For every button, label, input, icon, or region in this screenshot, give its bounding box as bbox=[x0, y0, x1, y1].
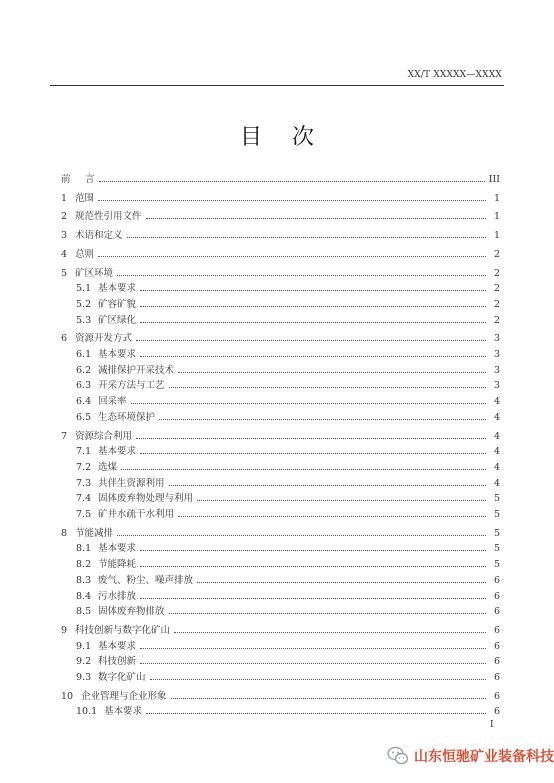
toc-entry-label: 减排保护开采技术 bbox=[98, 364, 175, 376]
toc-entry-label: 企业管理与企业形象 bbox=[81, 690, 167, 702]
toc-entry-number: 8 bbox=[61, 527, 68, 539]
watermark-text: 山东恒驰矿业装备科技 bbox=[414, 749, 554, 765]
toc-entry-label: 回采率 bbox=[98, 396, 127, 408]
toc-entry-number: 7.3 bbox=[76, 477, 92, 489]
toc-entry-page: 3 bbox=[493, 364, 500, 376]
toc-entry-page: 6 bbox=[493, 574, 500, 586]
toc-entry-page: 6 bbox=[493, 672, 500, 683]
toc-entry-number: 7.4 bbox=[76, 493, 92, 505]
toc-entry-number: 7.2 bbox=[76, 461, 92, 473]
toc-leader-dots bbox=[127, 237, 486, 238]
toc-leader-dots bbox=[140, 648, 486, 649]
toc-entry-page: 2 bbox=[493, 248, 500, 260]
toc-entry-page: 6 bbox=[493, 640, 500, 652]
toc-entry bbox=[76, 344, 500, 360]
toc-entry-number: 9 bbox=[61, 624, 68, 636]
toc-entry bbox=[76, 504, 500, 520]
toc-entry-page: 4 bbox=[493, 477, 500, 489]
toc-leader-dots bbox=[174, 632, 486, 633]
toc-entry-number: 3 bbox=[61, 230, 68, 242]
toc-entry-page: 4 bbox=[493, 430, 500, 442]
toc-leader-dots bbox=[131, 403, 486, 404]
toc-leader-dots bbox=[150, 679, 486, 680]
toc-entry-number: 5.3 bbox=[76, 314, 92, 326]
toc-entry-label: 节能减排 bbox=[75, 527, 114, 539]
toc-entry-page: 1 bbox=[493, 192, 500, 204]
toc-entry-label: 基本要求 bbox=[98, 543, 137, 555]
toc-entry-label: 污水排放 bbox=[98, 590, 137, 602]
toc-entry-number: 2 bbox=[61, 211, 68, 223]
toc-leader-dots bbox=[140, 453, 486, 454]
toc-leader-dots bbox=[178, 372, 486, 373]
toc-entry-page: 6 bbox=[493, 606, 500, 618]
page-folio: I bbox=[490, 720, 494, 730]
toc-entry-page: 5 bbox=[493, 493, 500, 505]
toc-leader-dots bbox=[140, 356, 486, 357]
toc-entry-page: 3 bbox=[493, 380, 500, 392]
toc-entry-label: 基本要求 bbox=[98, 640, 137, 652]
toc-entry-page: 6 bbox=[493, 590, 500, 602]
toc-entry-label: 规范性引用文件 bbox=[75, 211, 142, 223]
toc-entry-number: 6.1 bbox=[76, 349, 92, 360]
toc-leader-dots bbox=[99, 181, 485, 182]
toc-entry bbox=[76, 473, 500, 489]
toc-entry-page: 2 bbox=[493, 283, 500, 295]
toc-entry-label: 共伴生资源利用 bbox=[98, 477, 165, 489]
header-rule bbox=[50, 85, 504, 86]
toc-entry-number: 5.2 bbox=[76, 298, 92, 310]
toc-leader-dots bbox=[117, 535, 486, 536]
toc-entry-label: 基本要求 bbox=[98, 446, 137, 458]
toc-leader-dots bbox=[136, 340, 486, 341]
toc-entry-label: 言 bbox=[85, 174, 95, 185]
toc-entry-number: 10 bbox=[61, 690, 74, 702]
toc-entry-page: 5 bbox=[493, 559, 500, 571]
toc-entry-label: 废气、粉尘、噪声排放 bbox=[98, 574, 194, 586]
toc-entry-number: 7 bbox=[61, 430, 68, 442]
toc-entry-number: 7.5 bbox=[76, 509, 92, 520]
toc-entry-number: 9.3 bbox=[76, 672, 92, 683]
toc-entry bbox=[61, 620, 500, 636]
toc-leader-dots bbox=[117, 275, 486, 276]
watermark bbox=[386, 741, 554, 771]
toc-leader-dots bbox=[98, 256, 486, 257]
toc-entry-page: 1 bbox=[493, 211, 500, 223]
toc-entry bbox=[76, 457, 500, 473]
toc-entry-label: 开采方法与工艺 bbox=[98, 380, 165, 392]
toc-entry-label: 矿容矿貌 bbox=[98, 298, 137, 310]
toc-entry-label: 术语和定义 bbox=[75, 230, 123, 242]
toc-entry bbox=[76, 360, 500, 376]
toc-entry-page: 5 bbox=[493, 509, 500, 520]
toc-leader-dots bbox=[146, 218, 486, 219]
toc-entry-page: 6 bbox=[493, 624, 500, 636]
toc-entry bbox=[61, 686, 500, 702]
toc-entry-label: 矿区绿化 bbox=[98, 314, 137, 326]
toc-entry-number: 8.3 bbox=[76, 574, 92, 586]
toc-entry bbox=[61, 225, 500, 241]
toc-entry bbox=[76, 488, 500, 504]
toc-entry-label: 科技创新与数字化矿山 bbox=[75, 624, 171, 636]
toc-leader-dots bbox=[140, 322, 486, 323]
toc-entry bbox=[76, 601, 500, 617]
toc-entry bbox=[76, 278, 500, 294]
toc-entry-label: 节能降耗 bbox=[98, 559, 137, 571]
toc-entry bbox=[76, 651, 500, 667]
toc-entry bbox=[61, 206, 500, 222]
toc-entry-page: 4 bbox=[493, 446, 500, 458]
toc-entry-label: 科技创新 bbox=[98, 656, 137, 668]
toc-entry-number: 5 bbox=[61, 267, 68, 279]
toc-leader-dots bbox=[140, 598, 486, 599]
toc-entry-page: 3 bbox=[493, 349, 500, 360]
toc-entry bbox=[76, 701, 500, 717]
toc-leader-dots bbox=[98, 200, 486, 201]
toc-leader-dots bbox=[159, 419, 486, 420]
toc-leader-dots bbox=[140, 566, 486, 567]
toc-entry-number: 8.1 bbox=[76, 543, 92, 555]
toc-leader-dots bbox=[197, 582, 486, 583]
toc-entry bbox=[61, 328, 500, 344]
toc-entry-label: 基本要求 bbox=[98, 349, 137, 360]
toc-entry-number: 6.5 bbox=[76, 411, 92, 423]
toc-entry-label: 固体废弃物处理与利用 bbox=[98, 493, 194, 505]
toc-entry-page: 2 bbox=[493, 314, 500, 326]
toc-entry-page: 5 bbox=[493, 527, 500, 539]
toc-entry-label: 矿井水疏干水利用 bbox=[98, 509, 175, 520]
toc-entry bbox=[76, 441, 500, 457]
toc-leader-dots bbox=[140, 306, 486, 307]
toc-leader-dots bbox=[140, 290, 486, 291]
toc-entry-label: 基本要求 bbox=[98, 283, 137, 295]
wechat-icon bbox=[386, 744, 410, 768]
page-title: 目次 bbox=[239, 125, 344, 150]
toc-leader-dots bbox=[136, 438, 486, 439]
toc-entry-number: 7.1 bbox=[76, 446, 92, 458]
toc-entry bbox=[76, 375, 500, 391]
toc-entry bbox=[76, 586, 500, 602]
toc-entry-label: 生态环境保护 bbox=[98, 411, 156, 423]
toc-entry-number: 前 bbox=[61, 174, 71, 185]
toc-entry-number: 9.1 bbox=[76, 640, 92, 652]
toc-entry bbox=[61, 188, 500, 204]
toc-entry-label: 数字化矿山 bbox=[98, 672, 146, 683]
document-code: XX/T XXXXX—XXXX bbox=[407, 70, 502, 80]
toc-entry-label: 资源开发方式 bbox=[75, 333, 133, 345]
toc-leader-dots bbox=[140, 663, 486, 664]
toc-entry-page: 6 bbox=[493, 706, 500, 718]
toc-entry bbox=[76, 554, 500, 570]
toc-entry-page: 3 bbox=[493, 333, 500, 345]
toc-entry-number: 6.3 bbox=[76, 380, 92, 392]
toc-leader-dots bbox=[140, 550, 486, 551]
toc-entry-page: 6 bbox=[493, 690, 500, 702]
toc-entry bbox=[76, 667, 500, 683]
toc-entry bbox=[76, 636, 500, 652]
toc-entry-page: 1 bbox=[493, 230, 500, 242]
toc-entry-label: 固体废弃物排放 bbox=[98, 606, 165, 618]
toc-entry bbox=[61, 263, 500, 279]
toc-entry-number: 10.1 bbox=[76, 706, 98, 718]
toc-entry-label: 总则 bbox=[75, 248, 95, 260]
toc-entry-number: 6 bbox=[61, 333, 68, 345]
toc-entry bbox=[61, 426, 500, 442]
toc-entry bbox=[76, 310, 500, 326]
toc-leader-dots bbox=[169, 485, 486, 486]
toc-entry-number: 4 bbox=[61, 248, 68, 260]
toc-entry-label: 选煤 bbox=[98, 461, 118, 473]
toc-leader-dots bbox=[171, 698, 486, 699]
toc-entry-number: 6.4 bbox=[76, 396, 92, 408]
toc-entry bbox=[61, 169, 500, 185]
toc-leader-dots bbox=[121, 469, 486, 470]
toc-leader-dots bbox=[146, 713, 486, 714]
toc-entry-page: 6 bbox=[493, 656, 500, 668]
toc-entry-number: 8.5 bbox=[76, 606, 92, 618]
toc-entry-number: 5.1 bbox=[76, 283, 92, 295]
toc-leader-dots bbox=[197, 500, 486, 501]
toc-entry-page: 4 bbox=[493, 411, 500, 423]
toc-leader-dots bbox=[169, 387, 486, 388]
toc-leader-dots bbox=[178, 516, 486, 517]
toc-entry-number: 6.2 bbox=[76, 364, 92, 376]
toc-entry-page: III bbox=[488, 174, 500, 185]
toc-entry-number: 8.4 bbox=[76, 590, 92, 602]
toc-entry-label: 矿区环境 bbox=[75, 267, 114, 279]
toc-entry-page: 4 bbox=[493, 461, 500, 473]
toc-entry-page: 4 bbox=[493, 396, 500, 408]
toc-entry-page: 5 bbox=[493, 543, 500, 555]
toc-entry-number: 9.2 bbox=[76, 656, 92, 668]
toc-entry bbox=[76, 407, 500, 423]
toc-entry-page: 2 bbox=[493, 267, 500, 279]
toc-entry bbox=[76, 538, 500, 554]
toc-entry bbox=[76, 570, 500, 586]
toc-entry bbox=[76, 294, 500, 310]
toc-entry-number: 8.2 bbox=[76, 559, 92, 571]
toc-entry-number: 1 bbox=[61, 192, 68, 204]
toc-entry bbox=[61, 523, 500, 539]
toc-entry-label: 资源综合利用 bbox=[75, 430, 133, 442]
toc-leader-dots bbox=[169, 613, 486, 614]
toc-entry bbox=[76, 391, 500, 407]
toc-entry bbox=[61, 244, 500, 260]
toc-entry-page: 2 bbox=[493, 298, 500, 310]
toc-entry-label: 基本要求 bbox=[104, 706, 143, 718]
toc-entry-label: 范围 bbox=[75, 192, 95, 204]
